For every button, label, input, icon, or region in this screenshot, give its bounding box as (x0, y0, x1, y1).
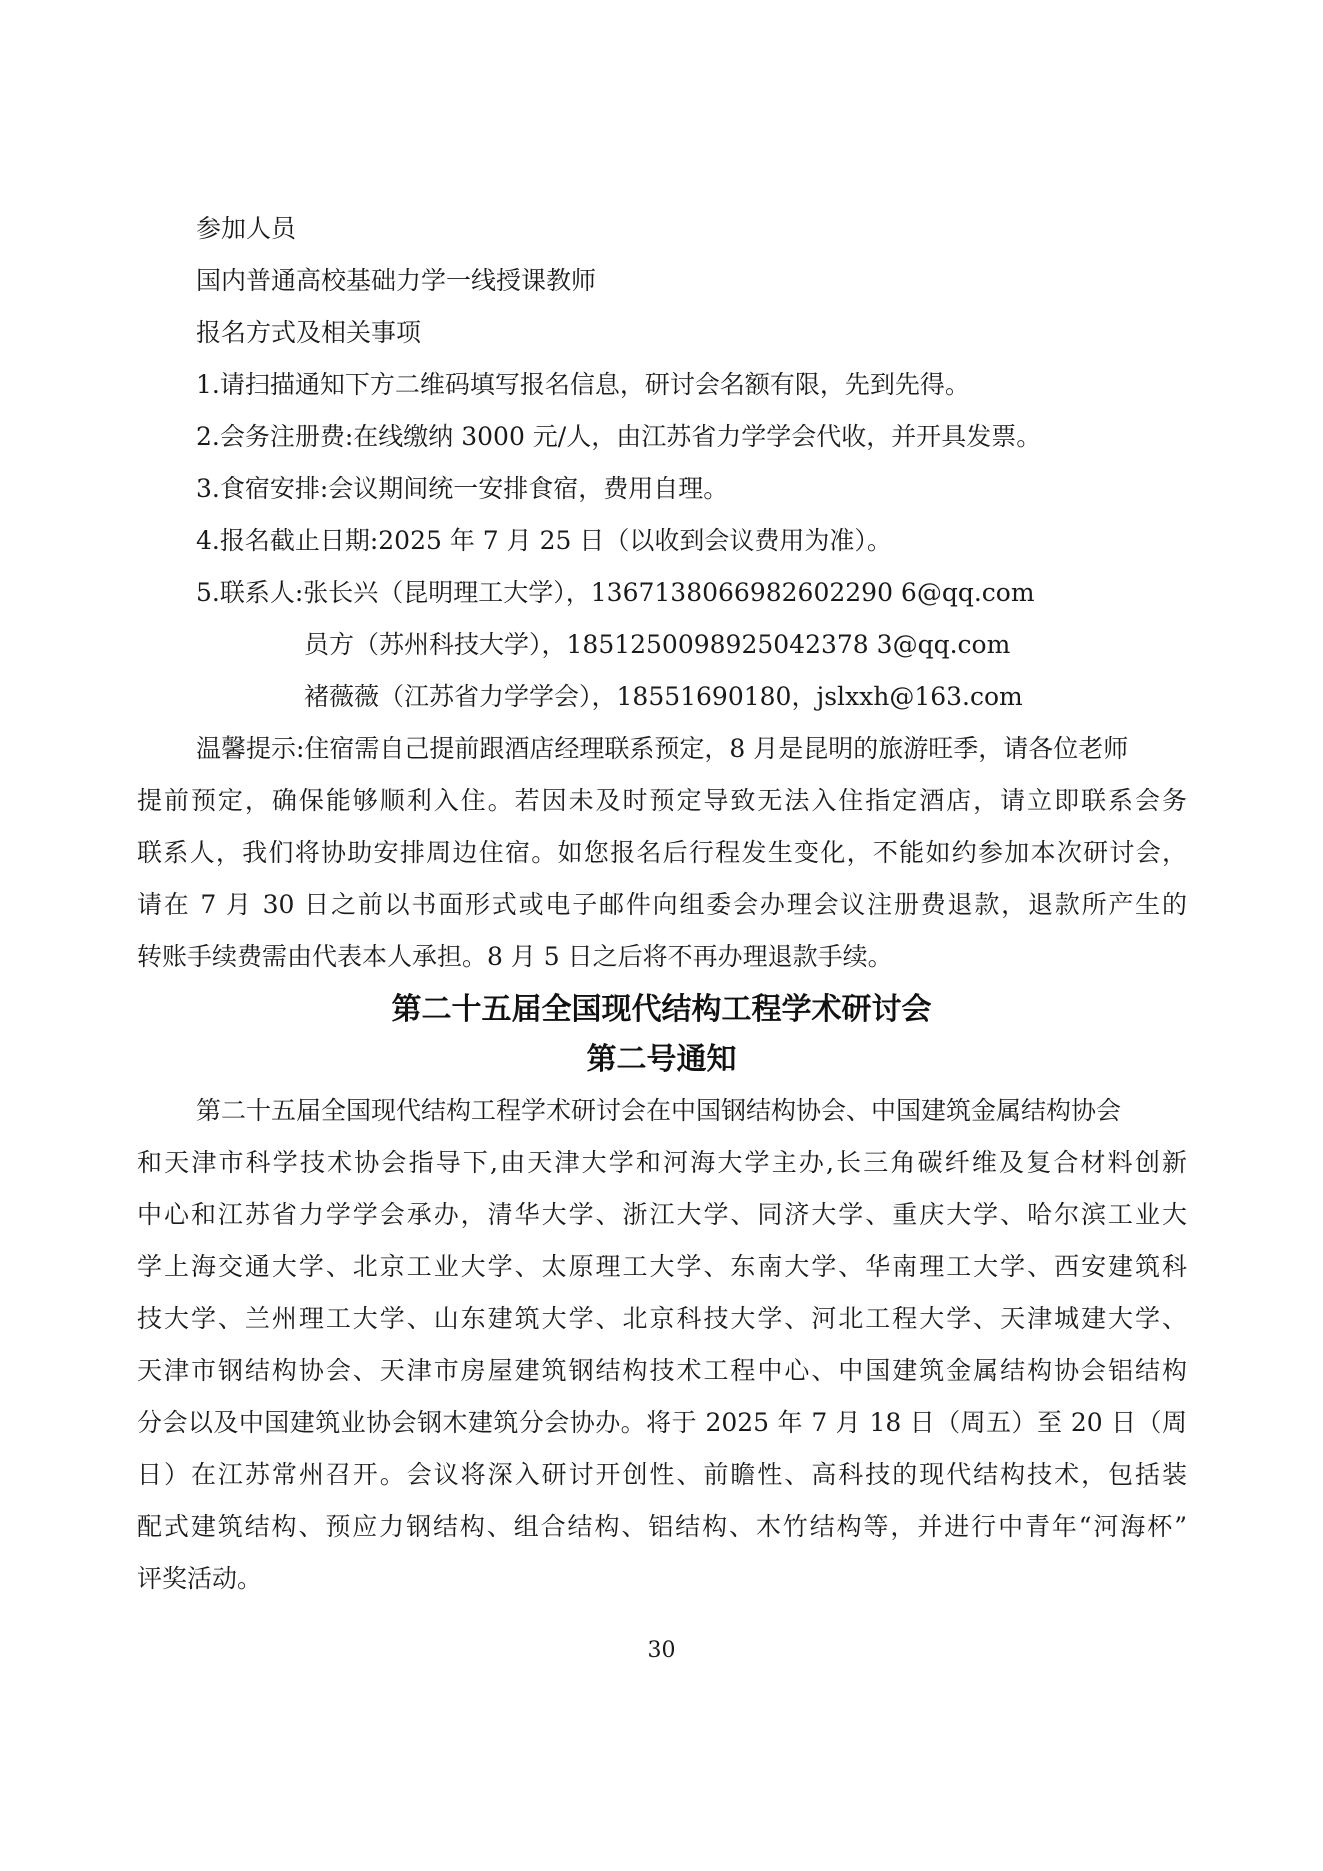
notice-body-line: 天津市钢结构协会、天津市房屋建筑钢结构技术工程中心、中国建筑金属结构协会铝结构 (137, 1356, 1187, 1385)
notice-body-line: 学上海交通大学、北京工业大学、太原理工大学、东南大学、华南理工大学、西安建筑科 (137, 1252, 1187, 1281)
reminder-line: 温馨提示:住宿需自己提前跟酒店经理联系预定，8 月是昆明的旅游旺季，请各位老师 (196, 734, 1129, 763)
notice-body-line: 第二十五届全国现代结构工程学术研讨会在中国钢结构协会、中国建筑金属结构协会 (196, 1096, 1122, 1125)
registration-item: 3.食宿安排:会议期间统一安排食宿，费用自理。 (196, 474, 729, 503)
contact-line: 褚薇薇（江苏省力学学会），18551690180，jslxxh@163.com (304, 682, 1023, 711)
notice-body-line: 日）在江苏常州召开。会议将深入研讨开创性、前瞻性、高科技的现代结构技术，包括装 (137, 1460, 1187, 1489)
registration-heading: 报名方式及相关事项 (196, 318, 422, 347)
reminder-line: 联系人，我们将协助安排周边住宿。如您报名后行程发生变化，不能如约参加本次研讨会， (137, 838, 1187, 867)
notice-body-line: 评奖活动。 (137, 1564, 263, 1593)
contact-line: 5.联系人:张长兴（昆明理工大学），1367138066982602290 6@qq.com (196, 578, 1035, 607)
notice-body-line: 技大学、兰州理工大学、山东建筑大学、北京科技大学、河北工程大学、天津城建大学、 (137, 1304, 1187, 1333)
reminder-line: 提前预定，确保能够顺利入住。若因未及时预定导致无法入住指定酒店，请立即联系会务 (137, 786, 1187, 815)
registration-item: 1.请扫描通知下方二维码填写报名信息，研讨会名额有限，先到先得。 (196, 370, 970, 399)
registration-item: 2.会务注册费:在线缴纳 3000 元/人，由江苏省力学学会代收，并开具发票。 (196, 422, 1042, 451)
notice-body-line: 中心和江苏省力学学会承办，清华大学、浙江大学、同济大学、重庆大学、哈尔滨工业大 (137, 1200, 1187, 1229)
notice-body-line: 配式建筑结构、预应力钢结构、组合结构、铝结构、木竹结构等，并进行中青年“河海杯” (137, 1512, 1187, 1541)
notice-body-line: 和天津市科学技术协会指导下,由天津大学和河海大学主办,长三角碳纤维及复合材料创新 (137, 1148, 1187, 1177)
reminder-line: 转账手续费需由代表本人承担。8 月 5 日之后将不再办理退款手续。 (137, 942, 893, 971)
page-number: 30 (647, 1638, 676, 1663)
participants-text: 国内普通高校基础力学一线授课教师 (196, 266, 597, 295)
notice-subtitle: 第二号通知 (586, 1042, 737, 1077)
reminder-line: 请在 7 月 30 日之前以书面形式或电子邮件向组委会办理会议注册费退款，退款所产生的 (137, 890, 1187, 919)
notice-title: 第二十五届全国现代结构工程学术研讨会 (391, 992, 932, 1027)
contact-line: 员方（苏州科技大学），1851250098925042378 3@qq.com (304, 630, 1011, 659)
participants-heading: 参加人员 (196, 214, 297, 243)
notice-body-line: 分会以及中国建筑业协会钢木建筑分会协办。将于 2025 年 7 月 18 日（周五）至 20 日（周 (137, 1408, 1187, 1437)
registration-item: 4.报名截止日期:2025 年 7 月 25 日（以收到会议费用为准）。 (196, 526, 892, 555)
